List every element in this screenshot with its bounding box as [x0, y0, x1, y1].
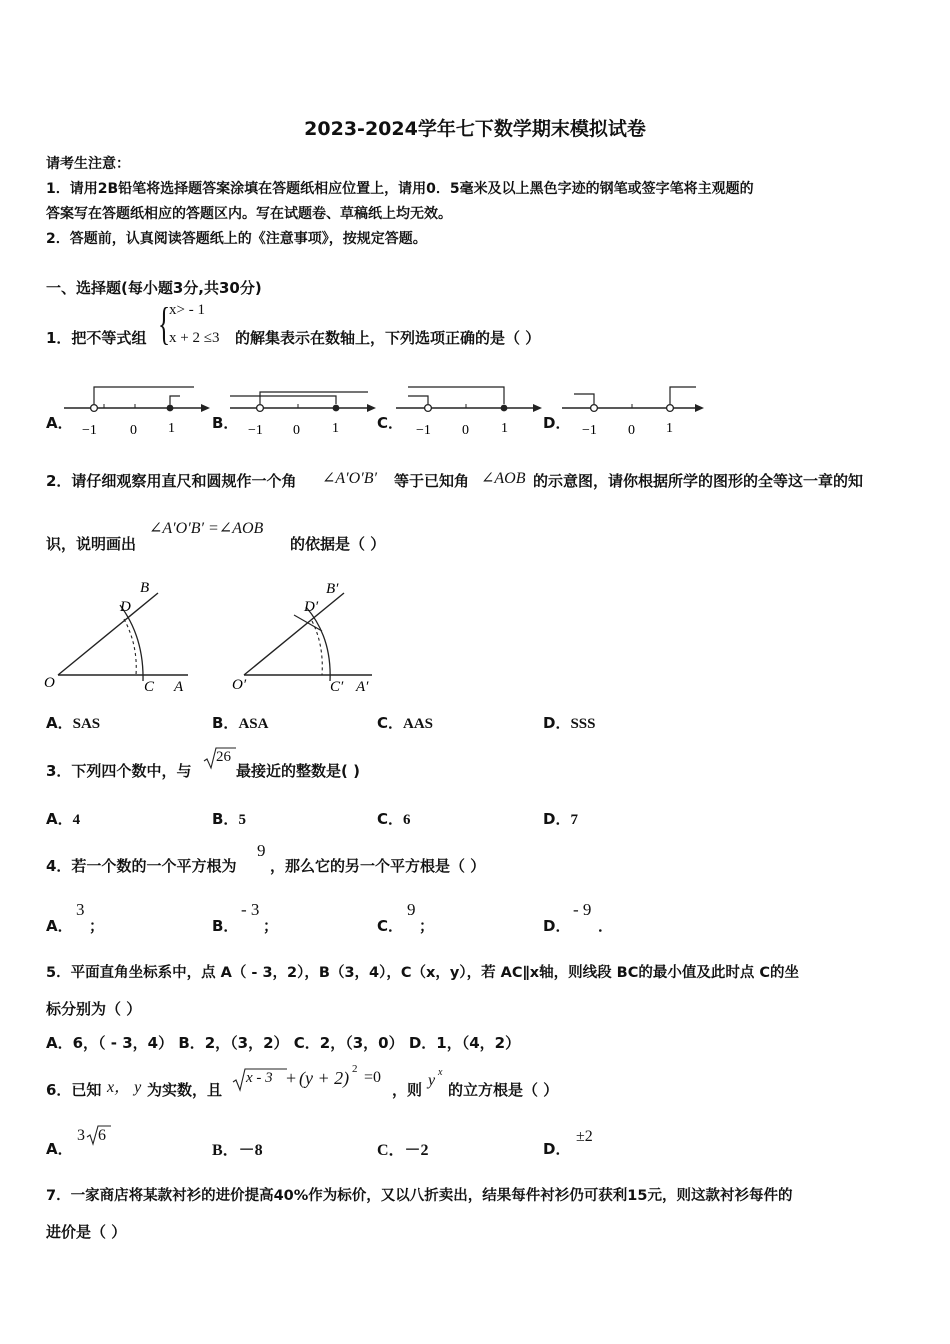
q4-option-c-label: C．: [377, 917, 404, 935]
q4-prefix: 4．若一个数的一个平方根为: [46, 857, 237, 875]
option-value: 4: [72, 812, 81, 828]
option-value: SSS: [570, 716, 596, 732]
q6-radicand: x - 3: [246, 1070, 273, 1086]
q6-option-a-coefficient: 3: [77, 1127, 85, 1144]
tick-label: 1: [666, 421, 673, 436]
q1-numberline-d: [560, 382, 710, 442]
option-value: ASA: [238, 716, 269, 732]
section-heading: 一、选择题(每小题3分,共30分): [46, 279, 262, 297]
q2-figure-constructed-angle: [226, 575, 386, 700]
option-value: SAS: [72, 716, 101, 732]
tick-label: −1: [248, 423, 263, 438]
q4-option-a-label: A．: [46, 917, 73, 935]
q2-option-c: [377, 712, 433, 733]
q4-option-b-value: - 3: [241, 900, 260, 919]
point-label-d-prime: D′: [304, 599, 319, 615]
q6-option-a-radicand: 6: [98, 1127, 106, 1144]
q6-option-d-value: ±2: [576, 1128, 593, 1145]
q1-option-d-label: D．: [543, 414, 571, 432]
q2-equation: ∠A′O′B′ =∠AOB: [149, 520, 264, 537]
tick-label: 0: [628, 423, 635, 438]
tick-label: −1: [416, 423, 431, 438]
q3-suffix: 最接近的整数是( ): [236, 762, 360, 780]
q3-option-a: [46, 808, 80, 829]
q5-line-1: 5．平面直角坐标系中，点 A（ - 3，2），B（3，4），C（x，y），若 AC∥x轴，则线段 BC的最小值及此时点 C的坐: [46, 965, 800, 981]
point-label-o: O: [44, 675, 55, 691]
q1-option-b-label: B．: [212, 414, 239, 432]
option-value: AAS: [403, 716, 434, 732]
q7-line-1: 7．一家商店将某款衬衫的进价提高40%作为标价，又以八折卖出，结果每件衬衫仍可获利15元，则这款衬衫每件的: [46, 1188, 793, 1204]
q6-variables: x， y: [107, 1079, 142, 1096]
q4-number: 9: [257, 841, 266, 860]
q6-option-c: C．－2: [377, 1142, 429, 1159]
q2-line1-b: 等于已知角: [394, 472, 470, 490]
option-value: 5: [238, 812, 246, 828]
q2-line1-c: 的示意图，请你根据所学的图形的全等这一章的知: [533, 472, 864, 490]
tick-label: 0: [462, 423, 469, 438]
q1-brace: {: [158, 298, 171, 349]
q5-options: A．6，（ - 3，4） B．2，（3，2） C．2，（3，0） D．1，（4，2）: [46, 1034, 521, 1052]
option-label: A．: [46, 714, 73, 732]
q4-option-c-value: 9: [407, 900, 416, 919]
tick-label: 0: [293, 423, 300, 438]
q2-angle-2: ∠AOB: [481, 470, 526, 487]
q3-prefix: 3．下列四个数中，与: [46, 762, 192, 780]
q2-line2-b: 的依据是（ ）: [290, 535, 386, 553]
option-value: 6: [403, 812, 411, 828]
notice-line-1: 1．请用2B铅笔将选择题答案涂填在答题纸相应位置上，请用0．5毫米及以上黑色字迹的钢笔或签字笔将主观题的: [46, 181, 754, 197]
q4-option-a-value: 3: [76, 900, 85, 919]
q4-option-d-tail: ．: [598, 917, 614, 935]
option-label: C．: [377, 810, 404, 828]
q1-numberline-b: [228, 382, 378, 442]
q6-plus: +: [286, 1068, 297, 1088]
point-label-o-prime: O′: [232, 677, 247, 693]
point-label-c: C: [144, 679, 155, 695]
point-label-b-prime: B′: [326, 581, 339, 597]
q4-suffix: ，那么它的另一个平方根是（ ）: [270, 857, 486, 875]
q6-exponent: 2: [352, 1063, 358, 1075]
q6-option-b: B．－8: [212, 1142, 263, 1159]
tick-label: 1: [332, 421, 339, 436]
q1-prefix: 1．把不等式组: [46, 329, 147, 347]
q5-line-2: 标分别为（ ）: [46, 1000, 142, 1018]
q4-option-b-label: B．: [212, 917, 239, 935]
option-value: 7: [570, 812, 578, 828]
option-label: A．: [46, 810, 73, 828]
q6-power-base: y: [428, 1072, 436, 1089]
q3-option-b: [212, 808, 246, 829]
q4-option-d-value: - 9: [573, 900, 592, 919]
option-label: D．: [543, 810, 571, 828]
q2-line1-a: 2．请仔细观察用直尺和圆规作一个角: [46, 472, 297, 490]
q3-radicand: 26: [216, 749, 231, 765]
q3-option-d: [543, 808, 578, 829]
tick-label: 0: [130, 423, 137, 438]
q6-paren-term: (y + 2): [299, 1068, 350, 1088]
q4-option-d-label: D．: [543, 917, 571, 935]
page-title: 2023-2024学年七下数学期末模拟试卷: [304, 118, 646, 140]
tick-label: −1: [82, 423, 97, 438]
tick-label: −1: [582, 423, 597, 438]
q2-angle-1: ∠A′O′B′: [322, 470, 378, 487]
tick-label: 1: [168, 421, 175, 436]
q4-option-c-tail: ；: [419, 917, 435, 935]
option-label: B．: [212, 810, 239, 828]
q2-option-a: [46, 712, 100, 733]
q6-option-a-label: A．: [46, 1140, 73, 1158]
tick-label: 1: [501, 421, 508, 436]
notice-line-3: 2．答题前，认真阅读答题纸上的《注意事项》，按规定答题。: [46, 231, 427, 247]
notice-line-2: 答案写在答题纸相应的答题区内。写在试题卷、草稿纸上均无效。: [46, 206, 452, 222]
option-label: B．: [212, 714, 239, 732]
q6-power-exponent: x: [438, 1067, 443, 1078]
point-label-a: A: [174, 679, 184, 695]
q6-suffix: 的立方根是（ ）: [448, 1081, 559, 1099]
q2-option-d: [543, 712, 595, 733]
q4-option-a-tail: ；: [89, 917, 105, 935]
point-label-c-prime: C′: [330, 679, 344, 695]
q6-mid: 为实数，且: [147, 1081, 223, 1099]
q6-equals-zero: =0: [364, 1069, 382, 1086]
point-label-d: D: [120, 599, 131, 615]
point-label-b: B: [140, 580, 150, 596]
q1-ineq-2: x + 2 ≤3: [169, 330, 220, 346]
q1-numberline-a: [62, 382, 212, 442]
option-label: D．: [543, 714, 571, 732]
q7-line-2: 进价是（ ）: [46, 1223, 127, 1241]
q4-option-b-tail: ；: [263, 917, 279, 935]
q1-suffix: 的解集表示在数轴上，下列选项正确的是（ ）: [235, 329, 541, 347]
q2-figure-original-angle: [40, 575, 200, 700]
q1-ineq-1: x> - 1: [169, 302, 205, 318]
option-label: C．: [377, 714, 404, 732]
q2-option-b: [212, 712, 268, 733]
q1-option-c-label: C．: [377, 414, 404, 432]
q2-line2-a: 识，说明画出: [46, 535, 137, 553]
q3-option-c: [377, 808, 411, 829]
q6-option-d-label: D．: [543, 1140, 571, 1158]
q1-numberline-c: [394, 382, 544, 442]
notice-heading: 请考生注意：: [46, 156, 130, 172]
q6-prefix: 6．已知: [46, 1081, 102, 1099]
point-label-a-prime: A′: [356, 679, 369, 695]
q1-option-a-label: A．: [46, 414, 73, 432]
q6-then: ，则: [392, 1081, 423, 1099]
